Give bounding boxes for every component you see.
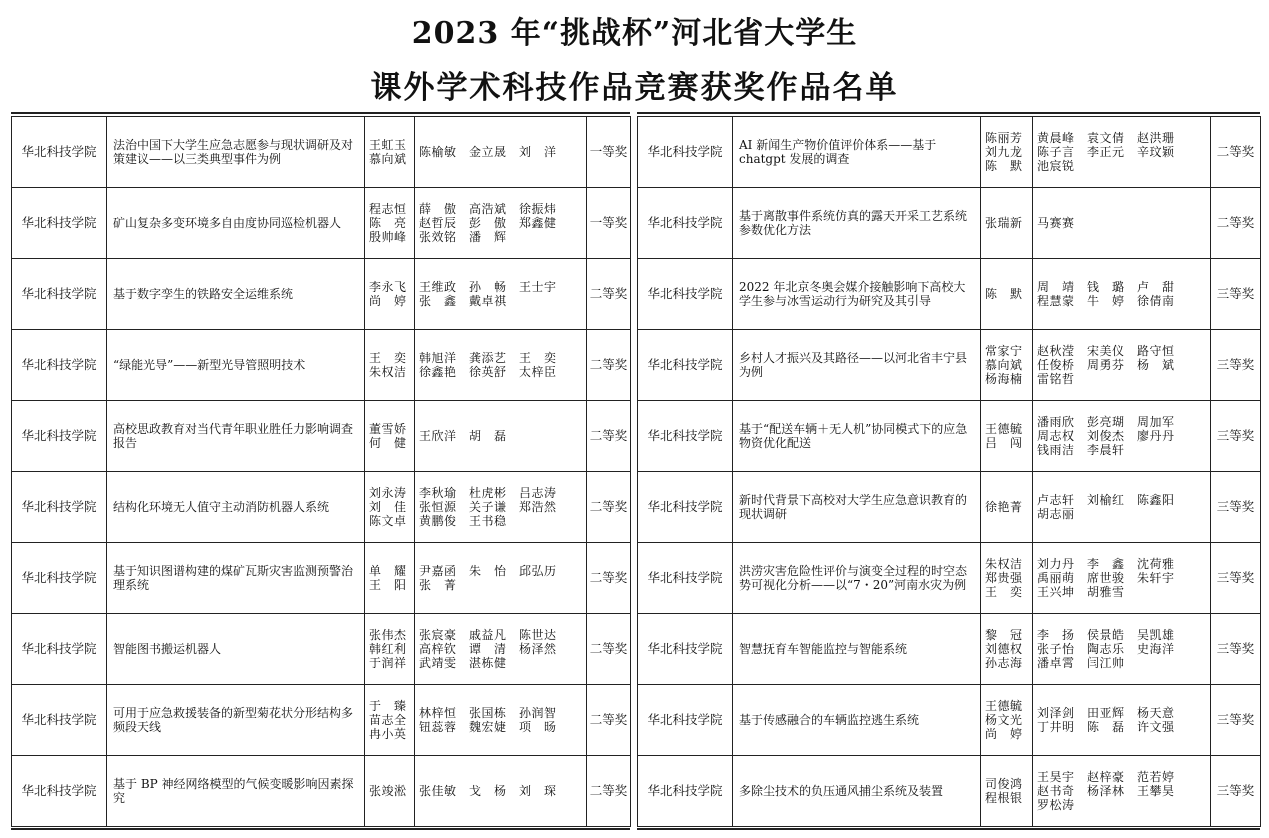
project-title-cell: 结构化环境无人值守主动消防机器人系统 — [107, 472, 365, 543]
project-title-cell: “绿能光导”——新型光导管照明技术 — [107, 330, 365, 401]
member-names-cell: 陈榆敏 金立晟 刘 洋 — [415, 117, 587, 188]
award-level-cell: 二等奖 — [587, 543, 631, 614]
table-row — [638, 117, 1261, 188]
award-level-cell: 三等奖 — [1211, 472, 1261, 543]
award-level-cell: 二等奖 — [587, 401, 631, 472]
project-title-cell: 基于传感融合的车辆监控逃生系统 — [733, 685, 981, 756]
member-names-cell: 马赛赛 — [1033, 188, 1211, 259]
member-names-cell: 王欣洋 胡 磊 — [415, 401, 587, 472]
member-names-cell: 韩旭洋 龚添艺 王 奕 徐鑫艳 徐英舒 太梓臣 — [415, 330, 587, 401]
project-title-cell: 矿山复杂多变环境多自由度协同巡检机器人 — [107, 188, 365, 259]
award-level-cell: 三等奖 — [1211, 543, 1261, 614]
leader-names-cell: 刘永涛 刘 佳 陈文卓 — [365, 472, 415, 543]
table-bottom-rule — [637, 828, 1260, 830]
school-cell: 华北科技学院 — [12, 401, 107, 472]
table-row — [12, 756, 631, 827]
school-cell: 华北科技学院 — [12, 685, 107, 756]
school-cell: 华北科技学院 — [12, 188, 107, 259]
school-cell: 华北科技学院 — [638, 614, 733, 685]
member-names-cell: 李 扬 侯景皓 吴凯雄 张子怡 陶志乐 史海洋 潘卓霄 闫江帅 — [1033, 614, 1211, 685]
leader-names-cell: 徐艳菁 — [981, 472, 1033, 543]
school-cell: 华北科技学院 — [638, 188, 733, 259]
award-level-cell: 三等奖 — [1211, 685, 1261, 756]
school-cell: 华北科技学院 — [12, 330, 107, 401]
leader-names-cell: 常家宁 慕向斌 杨海楠 — [981, 330, 1033, 401]
member-names-cell: 王维政 孙 畅 王士宇 张 鑫 戴卓祺 — [415, 259, 587, 330]
table-row — [638, 543, 1261, 614]
award-level-cell: 三等奖 — [1211, 756, 1261, 827]
award-level-cell: 三等奖 — [1211, 614, 1261, 685]
school-cell: 华北科技学院 — [638, 401, 733, 472]
project-title-cell: 乡村人才振兴及其路径——以河北省丰宁县为例 — [733, 330, 981, 401]
table-row — [12, 472, 631, 543]
award-level-cell: 二等奖 — [587, 472, 631, 543]
member-names-cell: 王昊宇 赵梓豪 范若婷 赵书奇 杨泽林 王攀昊 罗松涛 — [1033, 756, 1211, 827]
project-title-cell: 多除尘技术的负压通风捕尘系统及装置 — [733, 756, 981, 827]
table-row — [12, 188, 631, 259]
table-row — [12, 543, 631, 614]
table-row — [638, 188, 1261, 259]
award-level-cell: 三等奖 — [1211, 330, 1261, 401]
member-names-cell: 李秋瑜 杜虎彬 吕志涛 张恒源 关子谦 郑浩然 黄鹏俊 王书稳 — [415, 472, 587, 543]
title-line-1: 2023 年“挑战杯”河北省大学生 — [411, 16, 858, 51]
title-line-2: 课外学术科技作品竞赛获奖作品名单 — [370, 70, 899, 106]
member-names-cell: 周 靖 钱 璐 卢 甜 程慧蒙 牛 婷 徐倩南 — [1033, 259, 1211, 330]
table-row — [12, 614, 631, 685]
award-level-cell: 二等奖 — [587, 259, 631, 330]
table-row — [638, 756, 1261, 827]
leader-names-cell: 陈丽芳 刘九龙 陈 默 — [981, 117, 1033, 188]
member-names-cell: 赵秋滢 宋美仪 路守恒 任俊桥 周勇芬 杨 斌 雷铭哲 — [1033, 330, 1211, 401]
school-cell: 华北科技学院 — [12, 756, 107, 827]
table-row — [638, 614, 1261, 685]
project-title-cell: 法治中国下大学生应急志愿参与现状调研及对策建议——以三类典型事件为例 — [107, 117, 365, 188]
school-cell: 华北科技学院 — [12, 614, 107, 685]
leader-names-cell: 王虹玉 慕向斌 — [365, 117, 415, 188]
member-names-cell: 刘力丹 李 鑫 沈荷雅 禹丽萌 席世骏 朱轩宇 王兴坤 胡雅雪 — [1033, 543, 1211, 614]
project-title-cell: AI 新闻生产物价值评价体系——基于 chatgpt 发展的调查 — [733, 117, 981, 188]
member-names-cell: 薛 傲 高浩斌 徐振炜 赵哲辰 彭 傲 郑鑫健 张效铭 潘 辉 — [415, 188, 587, 259]
leader-names-cell: 程志恒 陈 亮 殷帅峰 — [365, 188, 415, 259]
project-title-cell: 洪涝灾害危险性评价与演变全过程的时空态势可视化分析——以“7・20”河南水灾为例 — [733, 543, 981, 614]
table-top-rule — [11, 112, 630, 114]
project-title-cell: 智慧抚育车智能监控与智能系统 — [733, 614, 981, 685]
project-title-cell: 高校思政教育对当代青年职业胜任力影响调查报告 — [107, 401, 365, 472]
member-names-cell: 林梓恒 张国栋 孙润智 钮蕊蓉 魏宏婕 项 旸 — [415, 685, 587, 756]
project-title-cell: 基于知识图谱构建的煤矿瓦斯灾害监测预警治理系统 — [107, 543, 365, 614]
member-names-cell: 张佳敏 戈 杨 刘 琛 — [415, 756, 587, 827]
award-level-cell: 二等奖 — [1211, 188, 1261, 259]
award-level-cell: 三等奖 — [1211, 401, 1261, 472]
school-cell: 华北科技学院 — [638, 259, 733, 330]
school-cell: 华北科技学院 — [638, 756, 733, 827]
leader-names-cell: 张瑞新 — [981, 188, 1033, 259]
table-row — [638, 401, 1261, 472]
school-cell: 华北科技学院 — [12, 472, 107, 543]
school-cell: 华北科技学院 — [12, 117, 107, 188]
table-top-rule — [637, 112, 1260, 114]
left-award-table — [11, 116, 630, 827]
award-level-cell: 三等奖 — [1211, 259, 1261, 330]
table-row — [638, 330, 1261, 401]
table-row — [638, 685, 1261, 756]
leader-names-cell: 董雪娇 何 健 — [365, 401, 415, 472]
project-title-cell: 2022 年北京冬奥会媒介接触影响下高校大学生参与冰雪运动行为研究及其引导 — [733, 259, 981, 330]
school-cell: 华北科技学院 — [12, 543, 107, 614]
member-names-cell: 潘雨欣 彭亮瑚 周加军 周志权 刘俊杰 廖丹丹 钱雨洁 李晨轩 — [1033, 401, 1211, 472]
member-names-cell: 卢志轩 刘榆红 陈鑫阳 胡志丽 — [1033, 472, 1211, 543]
project-title-cell: 基于 BP 神经网络模型的气候变暖影响因素探究 — [107, 756, 365, 827]
table-row — [12, 401, 631, 472]
leader-names-cell: 王德毓 吕 闯 — [981, 401, 1033, 472]
leader-names-cell: 于 臻 苗志全 冉小英 — [365, 685, 415, 756]
table-row — [12, 685, 631, 756]
project-title-cell: 基于“配送车辆＋无人机”协同模式下的应急物资优化配送 — [733, 401, 981, 472]
project-title-cell: 新时代背景下高校对大学生应急意识教育的现状调研 — [733, 472, 981, 543]
project-title-cell: 可用于应急救援装备的新型菊花状分形结构多频段天线 — [107, 685, 365, 756]
leader-names-cell: 陈 默 — [981, 259, 1033, 330]
leader-names-cell: 王 奕 朱权洁 — [365, 330, 415, 401]
table-row — [638, 259, 1261, 330]
award-level-cell: 二等奖 — [587, 614, 631, 685]
project-title-cell: 基于离散事件系统仿真的露天开采工艺系统参数优化方法 — [733, 188, 981, 259]
school-cell: 华北科技学院 — [638, 685, 733, 756]
leader-names-cell: 张伟杰 韩红利 于润祥 — [365, 614, 415, 685]
member-names-cell: 黄晨峰 袁文倩 赵洪珊 陈子言 李正元 辛玟颖 池宸锐 — [1033, 117, 1211, 188]
award-level-cell: 二等奖 — [587, 685, 631, 756]
leader-names-cell: 司俊鸿 程根银 — [981, 756, 1033, 827]
school-cell: 华北科技学院 — [638, 472, 733, 543]
leader-names-cell: 朱权洁 郑贵强 王 奕 — [981, 543, 1033, 614]
project-title-cell: 基于数字孪生的铁路安全运维系统 — [107, 259, 365, 330]
award-level-cell: 二等奖 — [1211, 117, 1261, 188]
school-cell: 华北科技学院 — [638, 330, 733, 401]
award-level-cell: 一等奖 — [587, 117, 631, 188]
member-names-cell: 张宸豪 戚益凡 陈世达 高梓钦 谭 清 杨泽然 武靖雯 湛栋健 — [415, 614, 587, 685]
leader-names-cell: 王德毓 杨文光 尚 婷 — [981, 685, 1033, 756]
table-row — [12, 330, 631, 401]
member-names-cell: 刘泽剑 田亚辉 杨天意 丁井明 陈 磊 许文强 — [1033, 685, 1211, 756]
school-cell: 华北科技学院 — [638, 117, 733, 188]
right-award-table — [637, 116, 1260, 827]
leader-names-cell: 黎 冠 刘德权 孙志海 — [981, 614, 1033, 685]
leader-names-cell: 李永飞 尚 婷 — [365, 259, 415, 330]
school-cell: 华北科技学院 — [12, 259, 107, 330]
project-title-cell: 智能图书搬运机器人 — [107, 614, 365, 685]
school-cell: 华北科技学院 — [638, 543, 733, 614]
table-row — [12, 259, 631, 330]
table-row — [638, 472, 1261, 543]
award-level-cell: 一等奖 — [587, 188, 631, 259]
member-names-cell: 尹嘉函 朱 怡 邱弘历 张 菁 — [415, 543, 587, 614]
table-row — [12, 117, 631, 188]
leader-names-cell: 张竣淞 — [365, 756, 415, 827]
award-level-cell: 二等奖 — [587, 330, 631, 401]
award-level-cell: 二等奖 — [587, 756, 631, 827]
leader-names-cell: 单 耀 王 阳 — [365, 543, 415, 614]
table-bottom-rule — [11, 828, 630, 830]
